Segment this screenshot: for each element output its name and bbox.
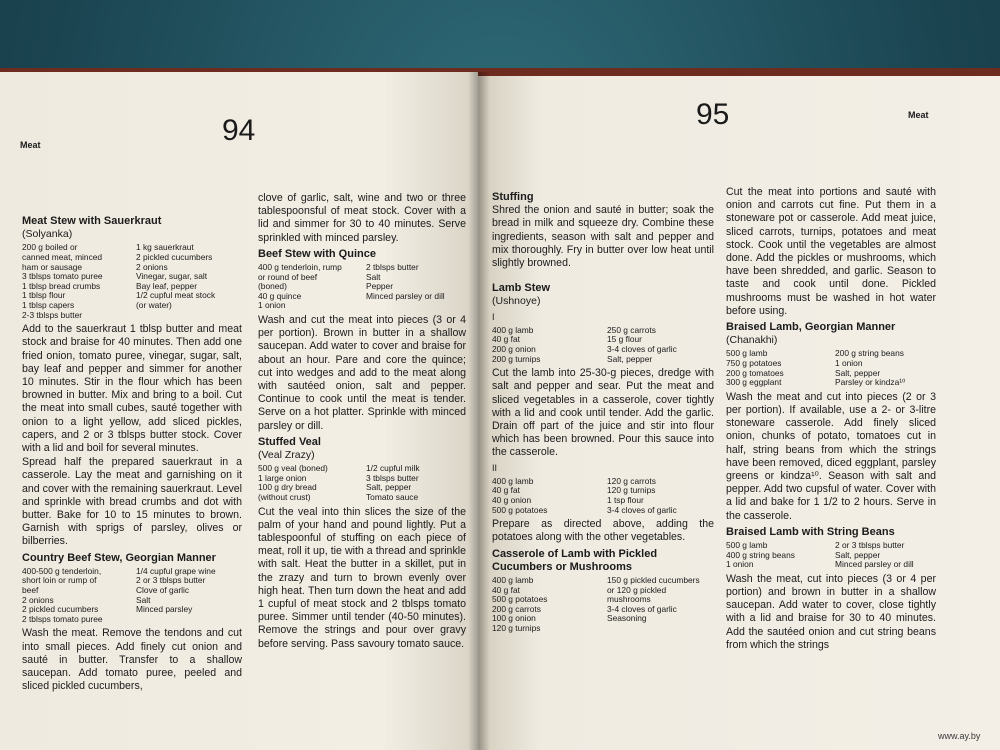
recipe-title: Stuffed Veal xyxy=(258,435,321,448)
ingredient-item: beef xyxy=(22,586,39,595)
ingredient-item: 2 onions xyxy=(136,262,168,272)
left-column-1 xyxy=(22,212,242,694)
ingredient-item: 150 g pickled cucumbers xyxy=(607,576,700,586)
ingredient-item: 2-3 tblsps butter xyxy=(22,310,83,320)
ingredient-item: 500 g potatoes xyxy=(492,595,548,605)
ingredient-list xyxy=(492,326,714,364)
recipe-title: Beef Stew with Quince xyxy=(258,247,376,260)
ingredient-item: 500 g potatoes xyxy=(492,505,548,515)
right-column-1 xyxy=(492,188,714,637)
ingredient-list xyxy=(726,349,936,387)
ingredient-item: Parsley or kindza¹⁰ xyxy=(835,378,906,388)
ingredient-item: 200 g boiled or xyxy=(22,243,78,253)
book-gutter xyxy=(468,72,490,750)
ingredient-item: Clove of garlic xyxy=(136,586,190,595)
ingredient-item: 40 g fat xyxy=(492,585,520,595)
page-number: 95 xyxy=(696,98,730,131)
ingredient-item: 3 tblsps butter xyxy=(366,473,419,483)
watermark: www.ay.by xyxy=(938,731,981,741)
paragraph: Cut the meat into portions and sauté with onion and carrots cut fine. Put them in a stoneware pot or casserole. Add meat juice, sliced carrots, turnips, potatoes and meat stock. Cook until the vegetables are almost done. Add the pickles or mushrooms, which have been shredded, and garlic. Season to taste and cook until done. Pickled mushrooms must be washed in hot water before using. xyxy=(726,186,936,317)
ingredient-item: 1 tblsp capers xyxy=(22,300,75,310)
ingredient-item: 120 g turnips xyxy=(607,486,656,496)
ingredient-item: 1 large onion xyxy=(258,473,307,483)
ingredient-item: 300 g eggplant xyxy=(726,378,782,388)
ingredient-item: 2 onions xyxy=(22,595,54,605)
ingredient-item: Minced parsley or dill xyxy=(835,560,914,570)
ingredient-item xyxy=(366,301,466,311)
ingredient-item: 3-4 cloves of garlic xyxy=(607,345,677,355)
ingredient-list xyxy=(258,263,466,311)
recipe-title: Stuffing xyxy=(492,191,534,203)
variant-number: I xyxy=(492,311,495,322)
ingredient-item: 40 g quince xyxy=(258,291,302,301)
ingredient-item: 400 g lamb xyxy=(492,576,534,586)
ingredient-item xyxy=(136,615,242,625)
ingredient-item: Pepper xyxy=(366,282,394,292)
ingredient-item: 400 g lamb xyxy=(492,476,534,486)
ingredient-item: 250 g carrots xyxy=(607,325,656,335)
ingredient-item: 1/2 cupful milk xyxy=(366,464,420,474)
running-head: Meat xyxy=(20,140,41,150)
ingredient-item: 1 tsp flour xyxy=(607,496,644,506)
ingredient-list xyxy=(492,576,714,634)
paragraph: Cut the veal into thin slices the size of the palm of your hand and pound lightly. Put a tablespoonful of stuffing on each piece of meat, roll it up, tie with a thread and sprinkle with salt. Heat the butter in a skillet, put in the zrazy and turn to brown evenly over high heat. Then turn down the heat and add 1 cupful of meat stock and 2 tblsps tomato puree. Simmer until tender (40-50 minutes). Remove the strings and pour over gravy before serving. Pass savoury tomato sauce. xyxy=(258,505,466,650)
ingredient-list xyxy=(492,477,714,515)
ingredient-item: 750 g potatoes xyxy=(726,359,782,369)
paragraph: Wash the meat. Remove the tendons and cut into small pieces. Add finely cut onion and sauté in butter. Transfer to a shallow saucepan. Add tomato puree, peeled and sliced pickled cucumbers, xyxy=(22,627,242,693)
ingredient-list xyxy=(726,541,936,570)
ingredient-item: 1 onion xyxy=(835,359,863,369)
ingredient-item: canned meat, minced xyxy=(22,253,103,262)
ingredient-item: or round of beef xyxy=(258,272,318,282)
page-number: 94 xyxy=(222,114,256,147)
ingredient-item: 500 g veal (boned) xyxy=(258,464,328,474)
running-head: Meat xyxy=(908,110,929,120)
recipe-title: Braised Lamb with String Beans xyxy=(726,525,895,538)
ingredient-item: ham or sausage xyxy=(22,262,83,272)
ingredient-item: 100 g dry bread xyxy=(258,483,317,493)
ingredient-item: or 120 g pickled xyxy=(607,585,667,595)
variant-number: II xyxy=(492,462,498,473)
ingredient-item: 200 g string beans xyxy=(835,349,904,359)
paragraph: Spread half the prepared sauerkraut in a casserole. Lay the meat and garnishing on it and cover with the remaining sauerkraut. Level and sprinkle with bread crumbs and dot with butter. Bake for 10 to 15 minutes to brown. Garnish with sprigs of parsley, olives or bilberries. xyxy=(22,456,242,548)
ingredient-item: 40 g fat xyxy=(492,335,520,345)
ingredient-item: 2 tblsps butter xyxy=(366,263,419,273)
recipe-title: Casserole of Lamb with Pickled Cucumbers or Mushrooms xyxy=(492,547,658,573)
recipe-title: Country Beef Stew, Georgian Manner xyxy=(22,551,216,564)
ingredient-item: 1 kg sauerkraut xyxy=(136,243,194,253)
ingredient-item: 1 onion xyxy=(258,301,286,311)
ingredient-item: Bay leaf, pepper xyxy=(136,281,197,291)
ingredient-item: 3-4 cloves of garlic xyxy=(607,604,677,614)
ingredient-item: 2 or 3 tblsps butter xyxy=(835,541,905,551)
recipe-title: Meat Stew with Sauerkraut xyxy=(22,215,162,227)
ingredient-item: 1/4 cupful grape wine xyxy=(136,566,216,576)
recipe-title: Braised Lamb, Georgian Manner xyxy=(726,321,896,334)
ingredient-item: 200 g turnips xyxy=(492,354,541,364)
paragraph: clove of garlic, salt, wine and two or three tablespoonsful of meat stock. Cover with a lid and simmer for 30 to 40 minutes. Serve sprinkled with minced parsley. xyxy=(258,192,466,244)
ingredient-item: 1 tblsp bread crumbs xyxy=(22,281,101,291)
ingredient-item: 2 or 3 tblsps butter xyxy=(136,576,206,586)
ingredient-item: 200 g onion xyxy=(492,345,536,355)
left-page xyxy=(0,72,478,750)
ingredient-item: 3-4 cloves of garlic xyxy=(607,505,677,515)
ingredient-item: 15 g flour xyxy=(607,335,642,345)
ingredient-item: (boned) xyxy=(258,282,287,292)
ingredient-item: 400 g lamb xyxy=(492,325,534,335)
ingredient-item: 1 onion xyxy=(726,560,754,570)
right-column-2 xyxy=(726,186,936,653)
ingredient-item: 40 g fat xyxy=(492,486,520,496)
recipe-title: Lamb Stew xyxy=(492,282,551,295)
ingredient-item: mushrooms xyxy=(607,595,651,605)
ingredient-item: 40 g onion xyxy=(492,496,532,506)
ingredient-item: Salt, pepper xyxy=(607,354,653,364)
ingredient-item: 500 g lamb xyxy=(726,541,768,551)
ingredient-item: 2 pickled cucumbers xyxy=(136,253,213,262)
ingredient-item: Salt, pepper xyxy=(835,550,881,560)
ingredient-item: 3 tblsps tomato puree xyxy=(22,272,103,282)
ingredient-list xyxy=(22,243,242,320)
ingredient-item: 500 g lamb xyxy=(726,349,768,359)
ingredient-item: Seasoning xyxy=(607,614,647,624)
ingredient-item: 120 g carrots xyxy=(607,476,656,486)
ingredient-item: 200 g carrots xyxy=(492,604,541,614)
ingredient-item: (without crust) xyxy=(258,493,311,502)
ingredient-item: Vinegar, sugar, salt xyxy=(136,272,208,282)
recipe-subtitle: (Chanakhi) xyxy=(726,334,778,347)
ingredient-item: short loin or rump of xyxy=(22,576,97,586)
paragraph: Wash the meat, cut into pieces (3 or 4 per portion) and brown in butter in a shallow saucepan. Add water to cover, close tightly with a lid and braise for 30 to 40 minutes. Add the sautéed onion and cut string beans from which the strings xyxy=(726,572,936,651)
ingredient-item: 1 tblsp flour xyxy=(22,291,66,301)
right-page xyxy=(478,76,1000,750)
recipe-subtitle: (Veal Zrazy) xyxy=(258,449,315,462)
ingredient-item: 400 g string beans xyxy=(726,550,795,560)
paragraph: Prepare as directed above, adding the potatoes along with the other vegetables. xyxy=(492,518,714,544)
paragraph: Wash the meat and cut into pieces (2 or 3 per portion). If available, use a 2- or 3-litre stoneware casserole. Add finely sliced onion, chunks of potato, tomatoes cut in half, string beans from which the strings have been removed, diced eggplant, parsley greens or kindza¹⁰. Season with salt and pepper. Add two cupsful of water. Cover with a lid and bake for 1 1/2 to 2 hours. Serve in the casserole. xyxy=(726,390,936,522)
ingredient-item: 400 g tenderloin, rump xyxy=(258,263,342,273)
ingredient-item: Salt xyxy=(136,595,151,605)
ingredient-item: 200 g tomatoes xyxy=(726,368,784,378)
ingredient-item: 100 g onion xyxy=(492,614,536,624)
ingredient-item: Minced parsley or dill xyxy=(366,291,445,301)
paragraph: Add to the sauerkraut 1 tblsp butter and meat stock and braise for 40 minutes. Then add one fried onion, tomato puree, vinegar, sugar, salt, bay leaf and pepper and simmer for another 10 minutes. Stir in the flour which has been browned in butter. Mix and bring to a boil. Cut the meat into small cubes, sauté together with onion to a light yellow, add sliced pickles, capers, and 2 or 3 tblsps butter stock. Cover with a lid and boil for several minutes. xyxy=(22,323,242,454)
ingredient-item xyxy=(136,311,242,321)
ingredient-item xyxy=(607,624,714,634)
paragraph: Wash and cut the meat into pieces (3 or 4 per portion). Brown in butter in a shallow saucepan. Add water to cover and braise for about an hour. Pare and core the quince; cut into wedges and add to the meat along with sautéed onion, salt and pepper. Continue to cook until the meat is tender. Serve on a hot platter. Sprinkle with minced parsley or dill. xyxy=(258,313,466,432)
spacer xyxy=(492,271,714,279)
ingredient-item: Salt, pepper xyxy=(366,483,412,493)
ingredient-list xyxy=(258,464,466,502)
ingredient-item: 2 pickled cucumbers xyxy=(22,605,99,615)
ingredient-item: Tomato sauce xyxy=(366,493,419,502)
paragraph: Cut the lamb into 25-30-g pieces, dredge with salt and pepper and sear. Put the meat and sliced vegetables in a casserole, cover tightly with a lid and cook until tender. Add the garlic. Drain off part of the juice and stir into flour which has been browned. Pour this sauce into the casserole. xyxy=(492,367,714,459)
ingredient-item: Salt, pepper xyxy=(835,368,881,378)
recipe-subtitle: (Ushnoye) xyxy=(492,295,541,308)
ingredient-item: (or water) xyxy=(136,300,172,310)
paragraph: Shred the onion and sauté in butter; soak the bread in milk and squeeze dry. Combine these ingredients, season with salt and pepper and mix thoroughly. Fry in butter over low heat until slightly browned. xyxy=(492,204,714,270)
ingredient-item: 120 g turnips xyxy=(492,623,541,633)
ingredient-item: 1/2 cupful meat stock xyxy=(136,291,216,301)
ingredient-item: 2 tblsps tomato puree xyxy=(22,614,103,624)
ingredient-item: Minced parsley xyxy=(136,605,193,615)
left-column-2 xyxy=(258,192,466,652)
ingredient-list xyxy=(22,567,242,625)
ingredient-item: Salt xyxy=(366,272,381,282)
recipe-subtitle: (Solyanka) xyxy=(22,228,73,241)
ingredient-item: 400-500 g tenderloin, xyxy=(22,566,102,576)
